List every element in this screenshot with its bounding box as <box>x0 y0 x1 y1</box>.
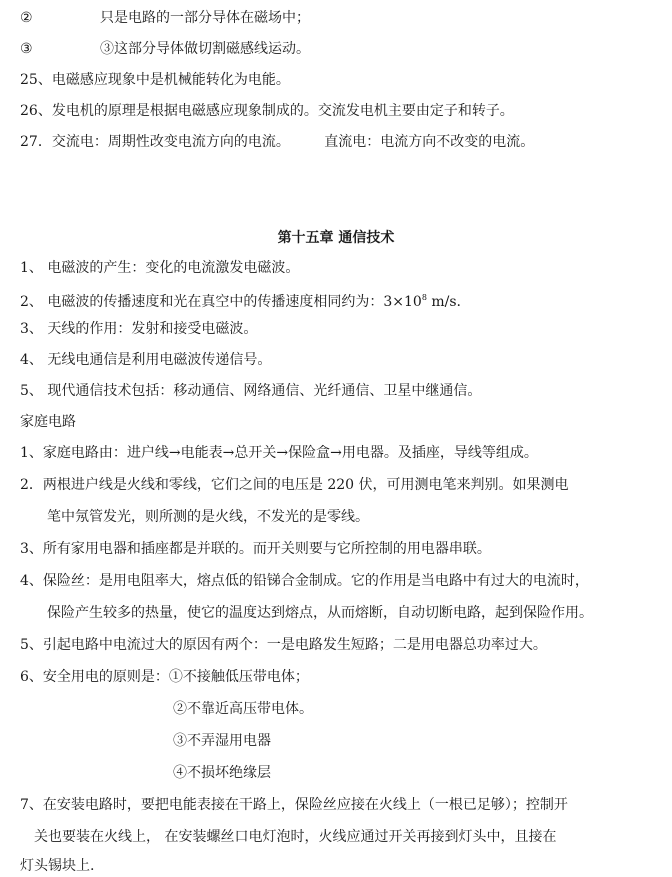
safety-rule-4: ④不损坏绝缘层 <box>173 765 271 781</box>
safety-rule-2: ②不靠近高压带电体。 <box>173 701 313 717</box>
safety-rule-3: ③不弄湿用电器 <box>173 733 271 749</box>
item-25: 25、电磁感应现象中是机械能转化为电能。 <box>20 72 290 88</box>
section-item-3: 3、所有家用电器和插座都是并联的。而开关则要与它所控制的用电器串联。 <box>20 541 491 557</box>
section-item-7: 7、在安装电路时，要把电能表接在干路上，保险丝应接在火线上（一根已足够）；控制开 <box>20 797 568 813</box>
line-text: ③这部分导体做切割磁感线运动。 <box>100 41 311 57</box>
section-item-4: 4、保险丝：是用电阻率大，熔点低的铅锑合金制成。它的作用是当电路中有过大的电流时， <box>20 573 589 589</box>
chapter-item-5: 5、 现代通信技术包括：移动通信、网络通信、光纤通信、卫星中继通信。 <box>20 383 482 399</box>
chapter-item-2 <box>20 289 461 311</box>
chapter-item-4: 4、 无线电通信是利用电磁波传递信号。 <box>20 352 272 368</box>
line-item-3 <box>20 40 310 58</box>
chapter-item-3: 3、 天线的作用：发射和接受电磁波。 <box>20 321 258 337</box>
section-item-7-end: 灯头锡块上. <box>20 858 95 874</box>
section-item-2-cont: 笔中氖管发光，则所测的是火线，不发光的是零线。 <box>47 509 369 525</box>
section-item-5: 5、引起电路中电流过大的原因有两个：一是电路发生短路；二是用电器总功率过大。 <box>20 637 547 653</box>
section-heading: 家庭电路 <box>20 414 76 430</box>
item-26: 26、发电机的原理是根据电磁感应现象制成的。交流发电机主要由定子和转子。 <box>20 103 514 119</box>
line-text: 只是电路的一部分导体在磁场中； <box>100 10 311 26</box>
line-item-2 <box>20 9 310 27</box>
chapter-title: 第十五章 通信技术 <box>277 230 395 246</box>
section-item-2: 2．两根进户线是火线和零线，它们之间的电压是 220 伏，可用测电笔来判别。如果测电 <box>20 477 569 493</box>
exponent: 8 <box>421 293 427 302</box>
section-item-4-cont: 保险产生较多的热量，使它的温度达到熔点，从而熔断，自动切断电路，起到保险作用。 <box>47 605 593 621</box>
circled-number: ③ <box>20 41 33 57</box>
item-27 <box>20 133 534 151</box>
section-item-7-cont: 关也要装在火线上， 在安装螺丝口电灯泡时，火线应通过开关再接到灯头中，且接在 <box>34 829 557 845</box>
circled-number: ② <box>20 10 33 26</box>
speed-text: 2、 电磁波的传播速度和光在真空中的传播速度相同约为：3×10 <box>20 294 422 310</box>
unit-text: m/s. <box>426 294 461 310</box>
dc-definition: 直流电：电流方向不改变的电流。 <box>324 134 535 150</box>
section-item-1: 1、家庭电路由：进户线→电能表→总开关→保险盒→用电器。及插座，导线等组成。 <box>20 445 538 461</box>
ac-definition: 27．交流电：周期性改变电流方向的电流。 <box>20 134 290 150</box>
chapter-item-1: 1、 电磁波的产生：变化的电流激发电磁波。 <box>20 260 300 276</box>
section-item-6: 6、安全用电的原则是：①不接触低压带电体； <box>20 669 309 685</box>
